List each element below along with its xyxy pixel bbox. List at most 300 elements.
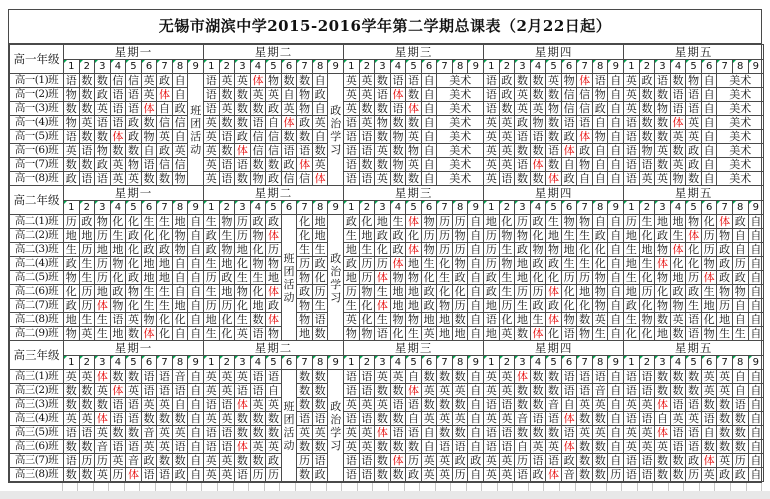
subject-cell: 政	[406, 468, 422, 482]
subject-cell: 数	[406, 88, 422, 102]
subject-cell: 物	[577, 215, 593, 229]
class-row	[10, 144, 764, 158]
subject-cell: 历	[717, 299, 733, 313]
period-header: 7	[157, 356, 173, 370]
subject-cell: 自	[701, 88, 717, 102]
subject-cell: 物	[266, 327, 282, 341]
subject-cell: 生	[79, 257, 95, 271]
activity-merge-cell: 政治学习	[328, 370, 344, 482]
subject-cell: 英	[624, 88, 640, 102]
period-header: 2	[359, 356, 375, 370]
subject-cell: 自	[468, 243, 484, 257]
subject-cell: 地	[297, 327, 313, 341]
subject-cell: 物	[64, 88, 80, 102]
subject-cell: 地	[639, 243, 655, 257]
subject-cell: 生	[64, 243, 80, 257]
period-header: 8	[312, 60, 328, 74]
subject-cell: 语	[686, 440, 702, 454]
subject-cell: 生	[141, 285, 157, 299]
subject-cell: 地	[64, 313, 80, 327]
subject-cell: 英	[375, 172, 391, 186]
subject-cell: 语	[484, 102, 500, 116]
subject-cell: 物	[515, 229, 531, 243]
subject-cell: 语	[484, 398, 500, 412]
subject-cell: 语	[670, 88, 686, 102]
period-header: 6	[421, 201, 437, 215]
subject-cell: 数	[95, 398, 111, 412]
subject-cell: 英	[484, 144, 500, 158]
subject-cell: 政	[577, 144, 593, 158]
subject-cell: 政	[126, 116, 142, 130]
subject-cell: 自	[592, 116, 608, 130]
class-label: 高三(7)班	[10, 454, 64, 468]
subject-cell: 自	[608, 243, 624, 257]
subject-cell: 体	[266, 313, 282, 327]
subject-cell: 生	[95, 313, 111, 327]
subject-cell: 化	[359, 313, 375, 327]
subject-cell: 语	[297, 144, 313, 158]
subject-cell: 语	[344, 172, 360, 186]
art-merge-cell: 美术	[717, 116, 764, 130]
subject-cell: 体	[655, 398, 671, 412]
class-row	[10, 215, 764, 229]
subject-cell: 数	[390, 172, 406, 186]
period-header: 8	[452, 356, 468, 370]
period-header: 1	[64, 60, 80, 74]
subject-cell: 物	[530, 243, 546, 257]
subject-cell: 化	[312, 271, 328, 285]
subject-cell: 英	[204, 384, 220, 398]
subject-cell: 语	[530, 412, 546, 426]
subject-cell: 历	[437, 243, 453, 257]
subject-cell: 数	[390, 412, 406, 426]
day-header: 星期五	[624, 45, 764, 60]
subject-cell: 地	[250, 299, 266, 313]
period-header: 1	[204, 60, 220, 74]
subject-cell: 自	[608, 257, 624, 271]
subject-cell: 语	[686, 88, 702, 102]
period-header: 7	[577, 356, 593, 370]
subject-cell: 政	[266, 215, 282, 229]
period-header: 6	[141, 201, 157, 215]
subject-cell: 化	[297, 215, 313, 229]
subject-cell: 自	[421, 144, 437, 158]
subject-cell: 地	[344, 271, 360, 285]
class-label: 高一(4)班	[10, 116, 64, 130]
subject-cell: 语	[390, 74, 406, 88]
subject-cell: 语	[312, 454, 328, 468]
grade-label: 高一年级	[10, 45, 64, 74]
subject-cell: 政	[530, 299, 546, 313]
period-header: 5	[686, 60, 702, 74]
subject-cell: 英	[219, 412, 235, 426]
subject-cell: 历	[312, 285, 328, 299]
subject-cell: 地	[670, 215, 686, 229]
period-header: 2	[639, 201, 655, 215]
period-header: 8	[732, 356, 748, 370]
subject-cell: 数	[79, 384, 95, 398]
art-merge-cell: 美术	[437, 158, 484, 172]
subject-cell: 化	[655, 285, 671, 299]
subject-cell: 化	[110, 215, 126, 229]
subject-cell: 化	[592, 257, 608, 271]
subject-cell: 语	[359, 172, 375, 186]
subject-cell: 语	[157, 468, 173, 482]
activity-merge-cell: 班团活动	[281, 370, 297, 482]
subject-cell: 自	[188, 440, 204, 454]
subject-cell: 英	[639, 426, 655, 440]
subject-cell: 数	[546, 384, 562, 398]
subject-cell: 物	[546, 102, 562, 116]
subject-cell: 英	[484, 130, 500, 144]
subject-cell: 历	[64, 215, 80, 229]
subject-cell: 数	[312, 384, 328, 398]
subject-cell: 体	[375, 299, 391, 313]
class-label: 高一(1)班	[10, 74, 64, 88]
subject-cell: 自	[701, 426, 717, 440]
subject-cell: 英	[670, 158, 686, 172]
class-row	[10, 229, 764, 243]
subject-cell: 语	[204, 398, 220, 412]
subject-cell: 物	[297, 88, 313, 102]
subject-cell: 语	[639, 370, 655, 384]
subject-cell: 语	[344, 130, 360, 144]
subject-cell: 语	[64, 454, 80, 468]
subject-cell: 体	[390, 454, 406, 468]
subject-cell: 语	[79, 172, 95, 186]
class-label: 高二(5)班	[10, 271, 64, 285]
subject-cell: 语	[406, 74, 422, 88]
subject-cell: 语	[499, 398, 515, 412]
subject-cell: 地	[546, 229, 562, 243]
subject-cell: 政	[452, 271, 468, 285]
subject-cell: 地	[172, 215, 188, 229]
subject-cell: 自	[592, 215, 608, 229]
class-row	[10, 74, 764, 88]
subject-cell: 自	[172, 88, 188, 102]
subject-cell: 历	[95, 257, 111, 271]
subject-cell: 语	[110, 102, 126, 116]
subject-cell: 自	[188, 313, 204, 327]
subject-cell: 自	[608, 158, 624, 172]
activity-merge-cell: 政治学习	[328, 74, 344, 186]
subject-cell: 体	[390, 88, 406, 102]
subject-cell: 语	[219, 158, 235, 172]
subject-cell: 数	[717, 412, 733, 426]
subject-cell: 数	[515, 384, 531, 398]
subject-cell: 体	[530, 327, 546, 341]
subject-cell: 英	[312, 116, 328, 130]
subject-cell: 地	[95, 243, 111, 257]
subject-cell: 生	[499, 243, 515, 257]
subject-cell: 自	[172, 257, 188, 271]
subject-cell: 政	[624, 299, 640, 313]
subject-cell: 语	[141, 384, 157, 398]
subject-cell: 数	[530, 370, 546, 384]
grade-label: 高三年级	[10, 341, 64, 370]
subject-cell: 地	[359, 229, 375, 243]
period-header: 9	[608, 201, 624, 215]
subject-cell: 政	[484, 285, 500, 299]
subject-cell: 地	[344, 243, 360, 257]
subject-cell: 地	[484, 299, 500, 313]
subject-cell: 地	[141, 257, 157, 271]
subject-cell: 生	[686, 299, 702, 313]
subject-cell: 自	[701, 74, 717, 88]
subject-cell: 语	[639, 412, 655, 426]
period-header: 3	[95, 60, 111, 74]
subject-cell: 英	[592, 313, 608, 327]
class-label: 高二(8)班	[10, 313, 64, 327]
subject-cell: 数	[390, 116, 406, 130]
subject-cell: 政	[561, 172, 577, 186]
class-row	[10, 271, 764, 285]
subject-cell: 生	[235, 271, 251, 285]
subject-cell: 政	[546, 257, 562, 271]
subject-cell: 物	[141, 130, 157, 144]
subject-cell: 数	[592, 454, 608, 468]
subject-cell: 英	[701, 468, 717, 482]
subject-cell: 生	[624, 313, 640, 327]
subject-cell: 化	[126, 215, 142, 229]
subject-cell: 生	[639, 215, 655, 229]
period-header: 1	[344, 201, 360, 215]
subject-cell: 化	[546, 271, 562, 285]
subject-cell: 数	[577, 440, 593, 454]
subject-cell: 数	[281, 130, 297, 144]
subject-cell: 英	[344, 88, 360, 102]
subject-cell: 生	[79, 313, 95, 327]
subject-cell: 数	[670, 384, 686, 398]
subject-cell: 数	[670, 468, 686, 482]
subject-cell: 英	[95, 102, 111, 116]
subject-cell: 数	[359, 102, 375, 116]
subject-cell: 生	[437, 271, 453, 285]
subject-cell: 语	[484, 440, 500, 454]
subject-cell: 数	[530, 144, 546, 158]
period-header: 4	[390, 356, 406, 370]
subject-cell: 自	[701, 102, 717, 116]
subject-cell: 英	[281, 102, 297, 116]
subject-cell: 政	[530, 257, 546, 271]
subject-cell: 信	[297, 172, 313, 186]
subject-cell: 物	[592, 285, 608, 299]
subject-cell: 政	[530, 468, 546, 482]
period-header: 5	[126, 356, 142, 370]
subject-cell: 自	[748, 257, 764, 271]
subject-cell: 语	[344, 370, 360, 384]
subject-cell: 数	[110, 426, 126, 440]
subject-cell: 体	[546, 313, 562, 327]
day-header: 星期四	[484, 45, 624, 60]
subject-cell: 语	[390, 398, 406, 412]
subject-cell: 语	[484, 74, 500, 88]
timetable-box	[8, 9, 762, 483]
subject-cell: 地	[390, 299, 406, 313]
subject-cell: 数	[530, 398, 546, 412]
subject-cell: 生	[157, 285, 173, 299]
subject-cell: 政	[281, 158, 297, 172]
subject-cell: 物	[592, 130, 608, 144]
subject-cell: 体	[375, 426, 391, 440]
subject-cell: 体	[157, 88, 173, 102]
day-header: 星期一	[64, 45, 204, 60]
subject-cell: 英	[717, 370, 733, 384]
subject-cell: 自	[468, 327, 484, 341]
subject-cell: 英	[701, 370, 717, 384]
subject-cell: 体	[95, 299, 111, 313]
class-label: 高一(7)班	[10, 158, 64, 172]
subject-cell: 自	[748, 398, 764, 412]
subject-cell: 数	[452, 398, 468, 412]
subject-cell: 体	[141, 102, 157, 116]
period-header: 5	[546, 60, 562, 74]
subject-cell: 语	[64, 74, 80, 88]
class-row	[10, 243, 764, 257]
subject-cell: 物	[126, 158, 142, 172]
subject-cell: 政	[732, 271, 748, 285]
subject-cell: 政	[157, 144, 173, 158]
subject-cell: 语	[157, 384, 173, 398]
subject-cell: 生	[732, 327, 748, 341]
subject-cell: 体	[546, 468, 562, 482]
subject-cell: 英	[141, 398, 157, 412]
subject-cell: 体	[110, 384, 126, 398]
subject-cell: 自	[312, 74, 328, 88]
subject-cell: 英	[484, 116, 500, 130]
subject-cell: 数	[655, 370, 671, 384]
subject-cell: 数	[701, 440, 717, 454]
subject-cell: 英	[437, 384, 453, 398]
subject-cell: 生	[250, 271, 266, 285]
subject-cell: 历	[406, 454, 422, 468]
subject-cell: 地	[624, 285, 640, 299]
subject-cell: 历	[484, 257, 500, 271]
subject-cell: 政	[126, 130, 142, 144]
class-row	[10, 468, 764, 482]
subject-cell: 政	[110, 285, 126, 299]
subject-cell: 英	[484, 370, 500, 384]
subject-cell: 历	[79, 285, 95, 299]
subject-cell: 数	[530, 426, 546, 440]
subject-cell: 英	[499, 116, 515, 130]
subject-cell: 数	[297, 74, 313, 88]
subject-cell: 历	[95, 229, 111, 243]
class-row	[10, 327, 764, 341]
subject-cell: 政	[484, 271, 500, 285]
subject-cell: 体	[701, 271, 717, 285]
period-header: 9	[748, 201, 764, 215]
subject-cell: 物	[639, 144, 655, 158]
subject-cell: 地	[561, 243, 577, 257]
subject-cell: 地	[204, 313, 220, 327]
subject-cell: 数	[655, 158, 671, 172]
subject-cell: 英	[499, 412, 515, 426]
subject-cell: 数	[406, 440, 422, 454]
subject-cell: 政	[344, 215, 360, 229]
subject-cell: 英	[266, 398, 282, 412]
subject-cell: 自	[748, 370, 764, 384]
subject-cell: 语	[639, 384, 655, 398]
subject-cell: 生	[235, 313, 251, 327]
subject-cell: 物	[172, 172, 188, 186]
subject-cell: 地	[312, 229, 328, 243]
subject-cell: 语	[312, 313, 328, 327]
subject-cell: 数	[452, 426, 468, 440]
subject-cell: 地	[219, 285, 235, 299]
subject-cell: 数	[390, 144, 406, 158]
subject-cell: 语	[546, 412, 562, 426]
day-header: 星期一	[64, 186, 204, 201]
subject-cell: 自	[188, 370, 204, 384]
subject-cell: 地	[110, 327, 126, 341]
subject-cell: 体	[655, 426, 671, 440]
subject-cell: 语	[95, 172, 111, 186]
class-row	[10, 426, 764, 440]
class-label: 高三(3)班	[10, 398, 64, 412]
subject-cell: 物	[64, 271, 80, 285]
subject-cell: 数	[312, 144, 328, 158]
subject-cell: 体	[281, 116, 297, 130]
subject-cell: 语	[639, 468, 655, 482]
subject-cell: 政	[157, 243, 173, 257]
subject-cell: 生	[375, 313, 391, 327]
subject-cell: 语	[561, 426, 577, 440]
subject-cell: 数	[515, 398, 531, 412]
subject-cell: 英	[79, 116, 95, 130]
subject-cell: 体	[546, 285, 562, 299]
subject-cell: 英	[375, 398, 391, 412]
subject-cell: 语	[219, 440, 235, 454]
subject-cell: 自	[608, 116, 624, 130]
subject-cell: 数	[421, 370, 437, 384]
subject-cell: 物	[390, 158, 406, 172]
subject-cell: 化	[639, 299, 655, 313]
subject-cell: 数	[655, 116, 671, 130]
period-header: 9	[468, 201, 484, 215]
subject-cell: 化	[624, 327, 640, 341]
period-header: 3	[655, 356, 671, 370]
art-merge-cell: 美术	[437, 172, 484, 186]
subject-cell: 语	[79, 144, 95, 158]
class-label: 高三(5)班	[10, 426, 64, 440]
subject-cell: 地	[655, 327, 671, 341]
period-header: 5	[406, 201, 422, 215]
subject-cell: 物	[701, 257, 717, 271]
period-header: 9	[328, 201, 344, 215]
subject-cell: 语	[126, 88, 142, 102]
activity-merge-cell: 班团活动	[281, 215, 297, 341]
subject-cell: 政	[266, 102, 282, 116]
subject-cell: 语	[561, 370, 577, 384]
day-header: 星期四	[484, 186, 624, 201]
subject-cell: 语	[344, 468, 360, 482]
subject-cell: 历	[530, 285, 546, 299]
subject-cell: 自	[468, 398, 484, 412]
subject-cell: 化	[359, 215, 375, 229]
period-header: 9	[328, 356, 344, 370]
subject-cell: 物	[235, 285, 251, 299]
subject-cell: 英	[359, 398, 375, 412]
subject-cell: 政	[219, 271, 235, 285]
subject-cell: 物	[95, 144, 111, 158]
class-row	[10, 398, 764, 412]
subject-cell: 英	[421, 384, 437, 398]
subject-cell: 自	[608, 299, 624, 313]
subject-cell: 历	[624, 215, 640, 229]
subject-cell: 语	[110, 412, 126, 426]
subject-cell: 信	[561, 102, 577, 116]
